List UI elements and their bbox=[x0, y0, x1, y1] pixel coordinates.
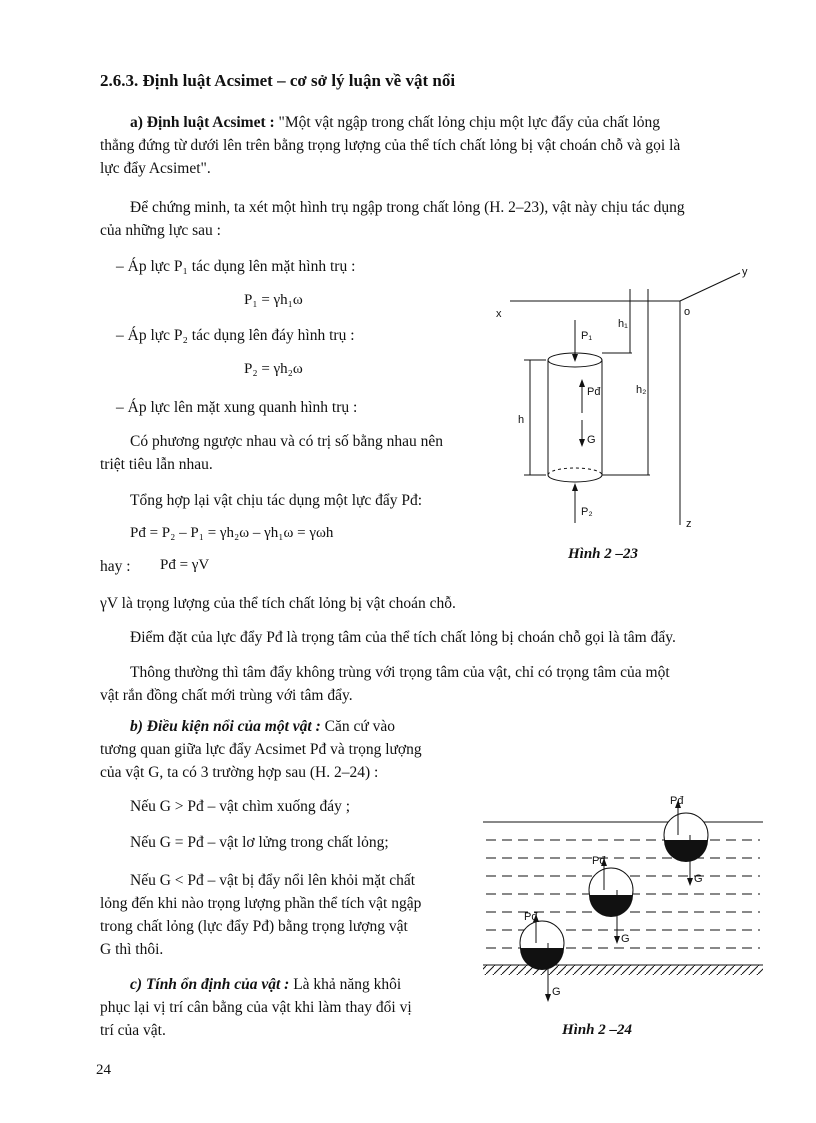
stability-text-1: Là khả năng khôi bbox=[293, 976, 402, 993]
law-line-1 bbox=[130, 112, 660, 134]
force-p2-text: – Áp lực P₂ tác dụng lên đáy hình trụ : bbox=[116, 327, 355, 344]
float-text-1: Căn cứ vào bbox=[324, 718, 395, 735]
figure-2-23 bbox=[490, 265, 760, 535]
page-number: 24 bbox=[96, 1062, 111, 1078]
figure-2-24-caption: Hình 2 –24 bbox=[562, 1022, 633, 1038]
label-pd: Pđ bbox=[587, 386, 601, 398]
point-text: Điểm đặt của lực đẩy Pđ là trọng tâm của thể tích chất lỏng bị choán chỗ gọi là tâm đẩy. bbox=[130, 629, 676, 646]
float-case-3-line-4: G thì thôi. bbox=[100, 941, 164, 958]
law-text-1: "Một vật ngập trong chất lỏng chịu một lực đẩy của chất lỏng bbox=[278, 114, 661, 131]
label-h2: h₂ bbox=[636, 384, 647, 396]
usual-line-2: vật rắn đồng chất mới trùng với tâm đẩy. bbox=[100, 687, 353, 704]
stability-line-3: trí của vật. bbox=[100, 1022, 166, 1039]
label-z: z bbox=[686, 518, 692, 530]
float-case-3-line-1: Nếu G < Pđ – vật bị đẩy nổi lên khỏi mặt chất bbox=[130, 872, 416, 889]
force-side-line-1: Có phương ngược nhau và có trị số bằng nhau nên bbox=[130, 433, 443, 450]
proof-line-2: của những lực sau : bbox=[100, 222, 221, 239]
sum-equation-1: Pđ = P₂ – P₁ = γh₂ω – γh₁ω = γωh bbox=[130, 525, 334, 541]
float-line-2: tương quan giữa lực đẩy Acsimet Pđ và trọng lượng bbox=[100, 741, 422, 758]
cylinder-bottom-front bbox=[548, 475, 602, 482]
force-p1-text: – Áp lực P₁ tác dụng lên mặt hình trụ : bbox=[116, 258, 356, 275]
float-case-2: Nếu G = Pđ – vật lơ lửng trong chất lỏng; bbox=[130, 834, 389, 851]
label-pd-2: Pđ bbox=[592, 855, 606, 867]
label-p1: P₁ bbox=[581, 330, 593, 342]
float-line-1 bbox=[130, 716, 395, 738]
label-g-2: G bbox=[621, 933, 630, 945]
float-label: b) Điều kiện nổi của một vật : bbox=[130, 718, 321, 735]
sphere-floating bbox=[664, 813, 708, 862]
y-axis bbox=[680, 273, 740, 301]
figure-2-23-caption: Hình 2 –23 bbox=[568, 546, 639, 562]
label-g: G bbox=[587, 434, 596, 446]
section-heading: 2.6.3. Định luật Acsimet – cơ sở lý luận về vật nổi bbox=[100, 71, 456, 90]
bottom-hatch bbox=[483, 965, 763, 975]
sphere-suspended bbox=[589, 868, 633, 917]
stability-line-1 bbox=[130, 974, 401, 996]
float-case-3-line-2: lỏng đến khi nào trọng lượng phần thể tích vật ngập bbox=[100, 895, 422, 912]
law-label: a) Định luật Acsimet : bbox=[130, 114, 275, 131]
sum-equation-2: Pđ = γV bbox=[160, 557, 210, 573]
label-p2: P₂ bbox=[581, 506, 593, 518]
force-side-text: – Áp lực lên mặt xung quanh hình trụ : bbox=[116, 399, 358, 416]
proof-line-1: Để chứng minh, ta xét một hình trụ ngập trong chất lỏng (H. 2–23), vật này chịu tác dụng bbox=[130, 199, 685, 216]
figure-2-24 bbox=[478, 790, 768, 1015]
label-h1: h₁ bbox=[618, 318, 628, 330]
sum-hay: hay : bbox=[100, 558, 131, 575]
label-o: o bbox=[684, 306, 691, 318]
stability-label: c) Tính ổn định của vật : bbox=[130, 976, 290, 993]
force-p1-equation: P₁ = γh₁ω bbox=[244, 292, 303, 308]
law-line-3: lực đẩy Acsimet". bbox=[100, 160, 211, 177]
sum-text: Tổng hợp lại vật chịu tác dụng một lực đẩy Pđ: bbox=[130, 492, 423, 509]
law-line-2: thẳng đứng từ dưới lên trên bằng trọng lượng của thể tích chất lỏng bị vật choán chỗ và gọi là bbox=[100, 137, 681, 154]
float-line-3: của vật G, ta có 3 trường hợp sau (H. 2–24) : bbox=[100, 764, 379, 781]
label-h: h bbox=[518, 414, 525, 426]
label-g-1: G bbox=[694, 873, 703, 885]
usual-line-1: Thông thường thì tâm đẩy không trùng với trọng tâm của vật, chỉ có trọng tâm của một bbox=[130, 664, 670, 681]
label-pd-1: Pđ bbox=[670, 795, 684, 807]
stability-line-2: phục lại vị trí cân bằng của vật khi làm thay đổi vị bbox=[100, 999, 412, 1016]
force-side-line-2: triệt tiêu lẫn nhau. bbox=[100, 456, 213, 473]
label-x: x bbox=[496, 308, 502, 320]
gammav-text: γV là trọng lượng của thể tích chất lỏng bị vật choán chỗ. bbox=[100, 595, 456, 612]
float-case-3-line-3: trong chất lỏng (lực đẩy Pđ) bằng trọng lượng vật bbox=[100, 918, 408, 935]
label-y: y bbox=[742, 266, 748, 278]
float-case-1: Nếu G > Pđ – vật chìm xuống đáy ; bbox=[130, 798, 351, 815]
sphere-sunk bbox=[520, 921, 564, 970]
force-p2-equation: P₂ = γh₂ω bbox=[244, 361, 303, 377]
label-g-3: G bbox=[552, 986, 561, 998]
label-pd-3: Pđ bbox=[524, 911, 538, 923]
cylinder-bottom-back bbox=[548, 468, 602, 475]
